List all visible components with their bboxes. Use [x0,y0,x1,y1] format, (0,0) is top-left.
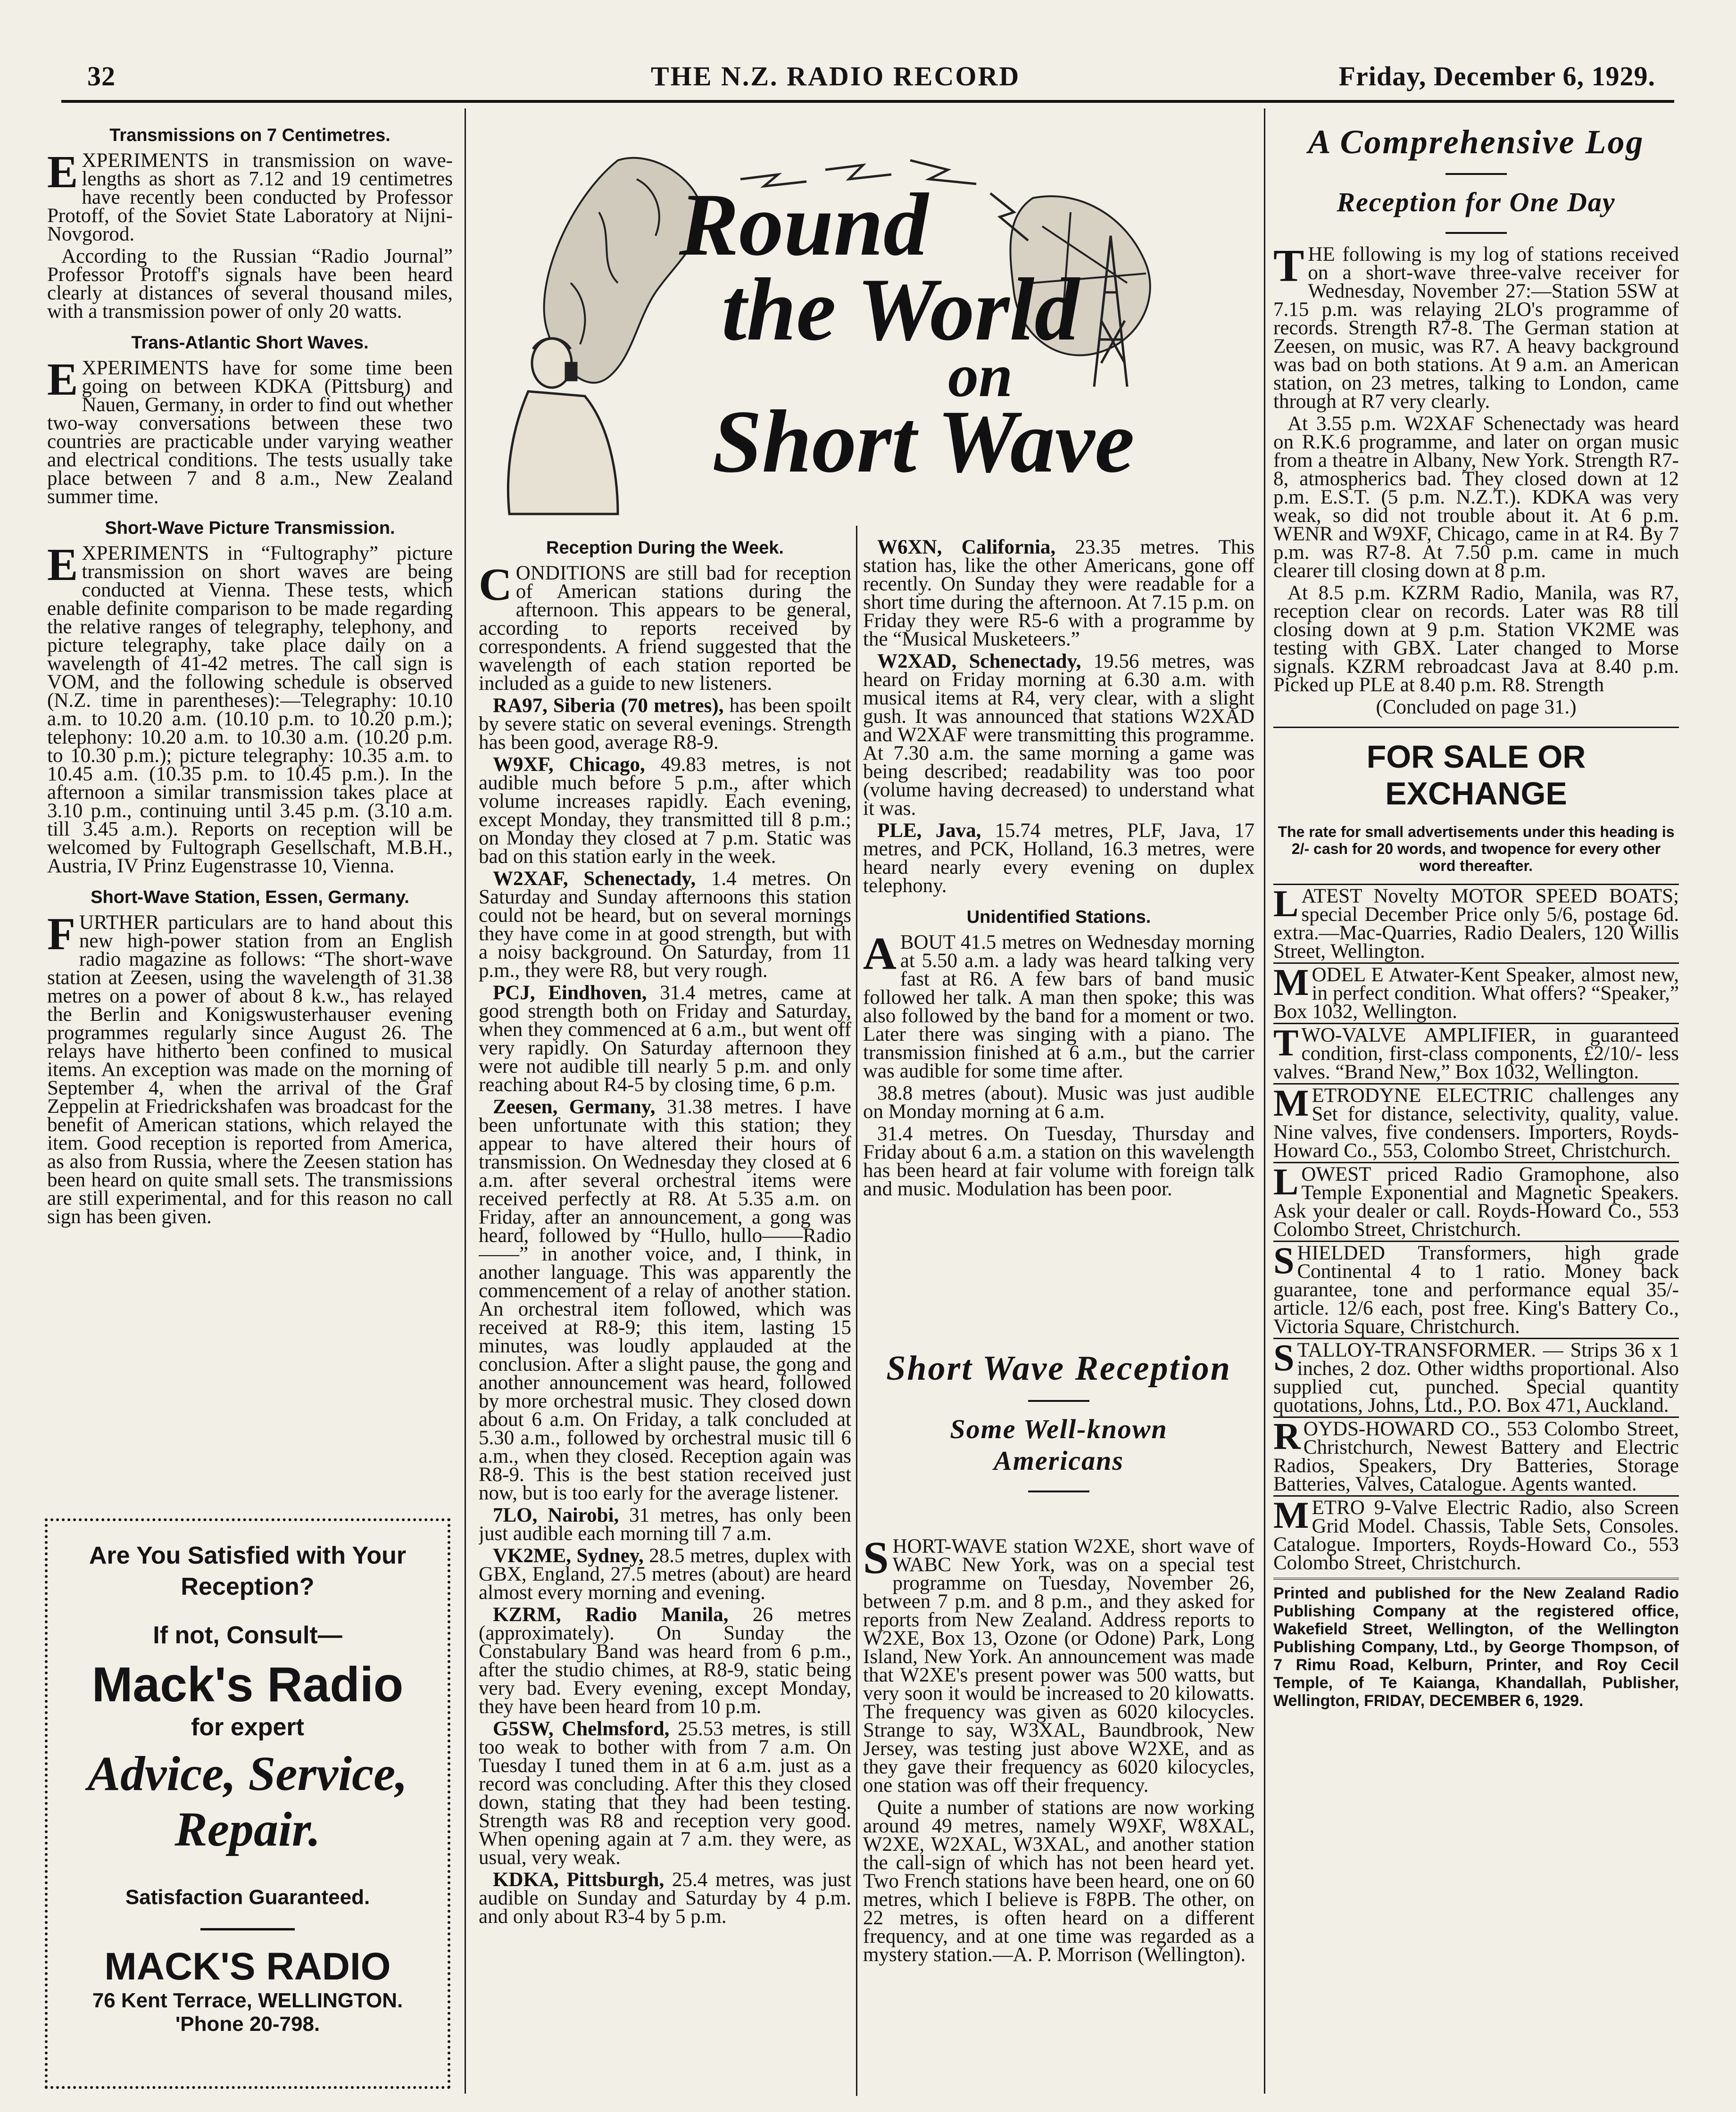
classified-ad [1273,1083,1679,1160]
station-name: Zeesen, Germany, [493,1096,656,1118]
classified-text [1273,1240,1679,1338]
ad-text: HIELDED Transformers, high grade Continental 4 to 1 ratio. Money back guarantee, tone and performance equal 35/- article. 12/6 each, post free. King's Battery Co., Victoria Square, Christchurch. [1273,1242,1679,1338]
ad-brand: Mack's Radio [91,1657,404,1712]
ad-text: ETRO 9-Valve Electric Radio, also Screen Grid Model. Chassis, Table Sets, Consoles. Catalogue. Importers, Royds-Howard Co., 553 Colombo Street, Christchurch. [1273,1497,1679,1574]
classified-ad [1273,1338,1679,1415]
report-text: 19.56 metres, was heard on Friday morning at 6.30 a.m. with musical items at R4, very clear, with a slight gush. It was announced that stations W2XAD and W2XAF were transmitting this programme. At 7.30 a.m. the same morning a game was being described; readability was too poor (volume having decreased) to understand what it was. [863,650,1254,820]
comprehensive-log-subtitle: Reception for One Day [1337,187,1616,217]
paragraph-text: BOUT 41.5 metres on Wednesday morning at 5.50 a.m. a lady was heard talking very fast at R6. A few bars of band music followed her talk. A man then spoke; this was also followed by the band for a moment or two. Later there was singing with a piano. The transmission finished at 6 a.m., but the carrier was audible for some time after. [863,931,1254,1082]
station-report [479,1871,851,1926]
short-wave-title: Short Wave Reception [886,1349,1231,1388]
station-report [479,1606,851,1716]
ad-guarantee: Satisfaction Guaranteed. [125,1886,370,1909]
ad-address: 76 Kent Terrace, WELLINGTON. [92,1989,403,2012]
article-paragraph [1273,240,1679,413]
for-sale-title: FOR SALE OR EXCHANGE [1366,739,1586,812]
station-name: 7LO, Nairobi, [493,1504,619,1526]
drop-cap: M [1273,1495,1309,1536]
paragraph-text: XPERIMENTS in transmission on wave-lengths as short as 7.12 and 19 centimetres have recently been conducted by Professor Protoff, of the Soviet State Laboratory at Nijni-Novgorod. [47,149,453,245]
heading-rule [1445,173,1507,175]
classified-text [1273,1337,1679,1416]
article-paragraph: At 3.55 p.m. W2XAF Schenectady was heard on R.K.6 programme, and later on organ music from a theatre in Albany, New York. Strength R7-8, atmospherics bad. They closed down at 12 p.m. E.S.T. (5 p.m. N.Z.T.). KDKA was very weak, so did not trouble about it. At 6 p.m. WENR and W9XF, Chicago, came in at R4. By 7 p.m. was R7-8. At 7.50 p.m. came in much clearer till closing down at 8 p.m. [1273,413,1679,582]
drop-cap: T [1273,240,1304,291]
drop-cap: L [1273,883,1299,925]
article-paragraph [47,909,453,1228]
drop-cap: R [1273,1416,1301,1458]
short-wave-subtitle-2: Americans [994,1445,1124,1476]
paragraph-text: ONDITIONS are still bad for reception of American stations during the afternoon. This appears to be general, according to reports received by correspondents. A friend suggested that the wavelength of each station reported be included as a guide to new listeners. [479,562,851,695]
article-paragraph [863,1537,1254,1795]
ad-services: Advice, Service, Repair. [87,1747,408,1856]
headline-essen-station: Short-Wave Station, Essen, Germany. [91,887,409,907]
for-sale-rate-note: The rate for small advertisements under this heading is 2/- cash for 20 words, and twopence for every other word thereafter. [1278,823,1675,874]
classified-text [1273,883,1679,962]
classified-text [1273,1022,1679,1083]
banner-title-on: on [948,342,1013,410]
headline-trans-atlantic: Trans-Atlantic Short Waves. [131,333,369,353]
article-paragraph: 31.4 metres. On Tuesday, Thursday and Friday about 6 a.m. a station on this wavelength has been heard at fair volume with foreign talk and music. Modulation has been poor. [863,1123,1254,1200]
ad-consult: If not, Consult— [153,1622,342,1649]
headline-picture-transmission: Short-Wave Picture Transmission. [105,518,395,538]
issue-date: Friday, December 6, 1929. [1338,61,1655,91]
station-report [479,696,851,752]
ad-text: OYDS-HOWARD CO., 553 Colombo Street, Christchurch, Newest Battery and Electric Radios, Speakers, Dry Batteries, Storage Batteries, Valves, Catalogue. Agents wanted. [1273,1418,1679,1495]
short-wave-subtitle-1: Some Well-known [950,1414,1168,1444]
drop-cap: S [1273,1240,1295,1282]
ad-for-expert: for expert [191,1714,304,1741]
column-3 [863,526,1254,1337]
station-name: W2XAD, Schenectady, [877,650,1081,672]
drop-cap: E [47,354,78,405]
article-paragraph: At 8.5 p.m. KZRM Radio, Manila, was R7, reception clear on records. Later was R8 till closing down at 9 p.m. Station VK2ME was testing with GBX. Later changed to Morse signals. KZRM rebroadcast Java at 8.40 p.m. Picked up PLE at 8.40 p.m. R8. Strength [1273,582,1679,696]
page-number: 32 [87,61,116,91]
report-text: 49.83 metres, is not audible much before 5 p.m., after which volume increases rapidly. Each evening, except Monday, they transmitted till 8 p.m.; on Monday they closed at 7 p.m. Static was bad on this station early in the week. [479,754,851,868]
masthead-rule [61,100,1674,103]
ad-phone: 'Phone 20-798. [175,2013,320,2036]
report-text: 25.53 metres, is still too weak to bother with from 7 a.m. On Tuesday I tuned them in at 6 a.m. just as a record was concluding. After this they closed down, stating that they had been testing. Strength was R8 and reception very good. When opening again at 7 a.m. they were, as usual, very weak. [479,1718,851,1869]
classified-ad [1273,1162,1679,1239]
article-paragraph: Quite a number of stations are now working around 49 metres, namely W9XF, W8XAL, W2XE, W2XAL, W3XAL, and another station the call-sign of which has not been heard yet. Two French stations have been heard, one on 60 metres, which I believe is F8PB. The other, on 22 metres, is often heard on a different frequency, and at one time was regarded as a mystery station.—A. P. Morrison (Wellington). [863,1797,1254,1966]
station-name: W2XAF, Schenectady, [493,868,696,890]
heading-rule [1445,232,1507,234]
report-text: 26 metres (approximately). On Sunday the Constabulary Band was heard from 6 p.m., after the studio chimes, at R8-9, static being very bad. Every evening, except Monday, they have been heard from 10 p.m. [479,1604,851,1718]
drop-cap: M [1273,1083,1309,1124]
report-text: 1.4 metres. On Saturday and Sunday afternoons this station could not be heard, but on several mornings they have come in at good strength, but with a noisy background. On Saturday, from 11 p.m., they were R8, but very rough. [479,868,851,982]
paragraph-text: HE following is my log of stations received on a short-wave three-valve receiver for Wednesday, November 27:—Station 5SW at 7.15 p.m. was relaying 2LO's programme of records. Strength R7-8. The German station at Zeesen, on music, was R7. A heavy background was bad on both stations. At 9 a.m. an American station, on 23 metres, talking to London, came through at R7 very clearly. [1273,243,1679,413]
drop-cap: T [1273,1022,1299,1064]
ad-text: WO-VALVE AMPLIFIER, in guaranteed condition, first-class components, £2/10/- less valves. “Brand New,” Box 1032, Wellington. [1273,1024,1679,1083]
ad-brand-footer: MACK'S RADIO [104,1945,391,1988]
article-paragraph [47,539,453,877]
column-rule [465,108,466,2094]
article-paragraph [47,147,453,245]
classified-ad [1273,1416,1679,1493]
ad-text: ATEST Novelty MOTOR SPEED BOATS; special December Price only 5/6, postage 6d. extra.—Mac-Quarries, Radio Dealers, 120 Willis Street, Wellington. [1273,885,1679,962]
station-name: PCJ, Eindhoven, [493,982,647,1004]
article-paragraph [47,354,453,508]
ad-text: OWEST priced Radio Gramophone, also Temple Exponential and Magnetic Speakers. Ask your dealer or call. Royds-Howard Co., 553 Colombo Street, Christchurch. [1273,1163,1679,1241]
station-report [479,755,851,866]
classified-ad [1273,962,1679,1021]
station-report [479,1506,851,1543]
classified-text [1273,962,1679,1023]
article-paragraph [863,928,1254,1082]
short-wave-reception-heading [863,1344,1254,1532]
column-1 [47,113,453,1509]
report-text: 25.4 metres, was just audible on Sunday and Saturday by 4 p.m. and only about R3-4 by 5 p.m. [479,1869,851,1928]
column-rule [856,526,857,2096]
report-text: 23.35 metres. This station has, like the other Americans, gone off recently. On Sunday they were readable for a short time during the afternoon. At 7.15 p.m. on Friday they were R5-6 with a programme by the “Musical Musketeers.” [863,536,1254,650]
station-name: W9XF, Chicago, [493,754,645,776]
banner-title-the-world: the World [722,260,1080,359]
paragraph-text: XPERIMENTS in “Fultography” picture transmission on short waves are being conducted at Vienna. These tests, which enable definite comparison to be made regarding the relative ranges of telegraphy, telephony, and picture telegraphy, take place daily on a wavelength of 41-42 metres. The call sign is VOM, and the following schedule is observed (N.Z. time in parentheses):—Telegraphy: 10.10 a.m. to 10.20 a.m. (10.10 p.m. to 10.20 p.m.); telephony: 10.20 a.m. to 10.30 a.m. (10.20 p.m. to 10.30 p.m.); picture telegraphy: 10.35 a.m. to 10.45 a.m. (10.35 p.m. to 10.45 p.m.). In the afternoon a similar transmission takes place at 3.10 p.m., continuing until 3.45 p.m. (3.10 a.m. till 3.45 a.m.). Reports on reception will be welcomed by Fultograph Gesellschaft, M.B.H., Austria, IV Prinz Eugenstrasse 10, Vienna. [47,542,453,877]
report-text: 31 metres, has only been just audible each morning till 7 a.m. [479,1504,851,1545]
article-paragraph [479,559,851,695]
column-4 [1273,113,1679,2094]
headline-reception-week: Reception During the Week. [546,538,784,558]
printer-imprint: Printed and published for the New Zealand Radio Publishing Company at the registered office, Wakefield Street, Wellington, of the Wellington Publishing Company, Ltd., by George Thompson, of 7 Rimu Road, Kelburn, Printer, and Roy Cecil Temple, of Te Kaianga, Khandallah, Publisher, Wellington, FRIDAY, DECEMBER 6, 1929. [1273,1578,1679,1710]
drop-cap: S [1273,1337,1295,1379]
paragraph-text: XPERIMENTS have for some time been going on between KDKA (Pittsburg) and Nauen, Germany, in order to find out whether two-way conversations between these two countries are practicable under varying weather and electrical conditions. The tests usually take place between 7 and 8 a.m., New Zealand summer time. [47,357,453,508]
drop-cap: F [47,909,75,960]
ad-text: TALLOY-TRANSFORMER. — Strips 36 x 1 inches, 2 doz. Other widths proportional. Also supplied cut, punched. Special quantity quotations, Johns, Ltd., P.O. Box 471, Auckland. [1273,1339,1679,1416]
station-report [479,870,851,980]
publication-title: THE N.Z. RADIO RECORD [651,61,1021,91]
continued-note: (Concluded on page 31.) [1376,696,1577,718]
heading-rule [1028,1491,1089,1492]
article-paragraph: According to the Russian “Radio Journal” Professor Protoff's signals have been heard clearly at distances of several thousand miles, with a transmission power of only 20 watts. [47,245,453,323]
ad-text: ODEL E Atwater-Kent Speaker, almost new, in perfect condition. What offers? “Speaker,” Box 1032, Wellington. [1273,964,1679,1023]
drop-cap: A [863,928,897,979]
heading-rule [1028,1400,1089,1402]
station-report [479,1547,851,1602]
paragraph-text: HORT-WAVE station W2XE, short wave of WABC New York, was on a special test programme on Tuesday, November 26, between 7 p.m. and 8 p.m., and they asked for reports from New Zealand. Address reports to W2XE, Box 13, Ozone (or Odone) Park, Long Island, New York. An announcement was made that W2XE's present power was 500 watts, but very soon it would be increased to 20 kilowatts. The frequency was given as 6020 kilocycles. Strange to say, W3XAL, Baundbrook, New Jersey, was testing just above W2XE, and as they gave their frequency as 6020 kilocycles, one station was off their frequency. [863,1537,1254,1797]
drop-cap: M [1273,962,1309,1003]
report-text: 15.74 metres, PLF, Java, 17 metres, and PCK, Holland, 16.3 metres, were heard nearly every evening on duplex telephony. [863,820,1254,897]
masthead [61,57,1665,104]
report-text: has been spoilt by severe static on several evenings. Strength has been good, average R8-9. [479,695,851,754]
station-report [863,821,1254,895]
report-text: 31.4 metres, came at good strength both on Friday and Saturday, when they commenced at 6 a.m., but went off very rapidly. On Saturday afternoon they were not audible till nearly 5 p.m. and only reaching about R4-5 by closing time, 6 p.m. [479,982,851,1096]
station-name: KDKA, Pittsburgh, [493,1869,664,1891]
report-text: 28.5 metres, duplex with GBX, England, 27.5 metres (about) are heard almost every morning and evening. [479,1545,851,1604]
station-report [479,1098,851,1502]
drop-cap: E [47,147,78,198]
section-rule [1273,727,1679,728]
round-the-world-banner [476,141,1269,519]
banner-title-short-wave: Short Wave [712,392,1135,491]
station-name: W6XN, California, [877,536,1056,558]
headline-7-centimetres: Transmissions on 7 Centimetres. [109,125,390,145]
comprehensive-log-title: A Comprehensive Log [1308,123,1645,161]
drop-cap: L [1273,1161,1299,1203]
classified-ad [1273,1241,1679,1336]
banner-title-round: Round [679,175,929,274]
station-report [479,1720,851,1867]
headline-unidentified: Unidentified Stations. [966,907,1151,927]
macks-radio-advertisement [45,1518,450,2089]
column-2 [479,526,851,2101]
station-report [863,652,1254,818]
drop-cap: C [479,559,512,610]
classified-ad [1273,1023,1679,1081]
station-report [863,538,1254,648]
station-name: PLE, Java, [877,820,981,842]
ad-rule [200,1928,295,1930]
classified-text [1273,1495,1679,1574]
column-3-lower [863,1537,1254,2094]
station-name: RA97, Siberia (70 metres), [493,695,724,717]
station-report [479,984,851,1094]
classified-ad [1273,1495,1679,1572]
classified-text [1273,1083,1679,1162]
report-text: 31.38 metres. I have been unfortunate with this station; they appear to have altered their hours of transmission. On Wednesday they closed at 6 a.m. after several orchestral items were received perfectly at R8. At 5.35 a.m. on Friday, after an announcement, a gong was heard, followed by “Hullo, hullo——Radio——” in another voice, and, I think, in another language. This was apparently the commencement of a relay of another station. An orchestral item followed, which was received at R8-9; this item, lasting 15 minutes, was loudly applauded at the conclusion. After a slight pause, the gong and another announcement was heard, followed by more orchestral music. They closed down about 6 a.m. On Friday, a talk concluded at 5.30 a.m., followed by orchestral music till 6 a.m., when they closed. Reception again was R8-9. This is the best station received just now, but is too early for the average listener. [479,1096,851,1504]
drop-cap: S [863,1537,889,1583]
ad-text: ETRODYNE ELECTRIC challenges any Set for distance, selectivity, quality, value. Nine valves, five condensers. Importers, Royds-Howard Co., 553, Colombo Street, Christchurch. [1273,1085,1679,1162]
station-name: G5SW, Chelmsford, [493,1718,670,1740]
classified-text [1273,1161,1679,1241]
ad-question: Are You Satisfied with Your Reception? [89,1542,407,1600]
station-name: KZRM, Radio Manila, [493,1604,729,1626]
classified-text [1273,1416,1679,1495]
paragraph-text: URTHER particulars are to hand about this new high-power station from an English radio magazine as follows: “The short-wave station at Zeesen, using the wavelength of 31.38 metres on a power of about 8 k.w., has relayed the Berlin and Konigswusterhauser evening programmes regularly since August 26. The relays have hitherto been confined to musical items. An exception was made on the morning of September 4, when the arrival of the Graf Zeppelin at Friedrickshafen was broadcast for the benefit of American stations, which relayed the item. Good reception is reported from America, as also from Russia, where the Zeesen station has been heard on quite small sets. The transmissions are still experimental, and for this reason no call sign has been given. [47,911,453,1228]
station-name: VK2ME, Sydney, [493,1545,644,1567]
classified-ad [1273,884,1679,961]
article-paragraph: 38.8 metres (about). Music was just audible on Monday morning at 6 a.m. [863,1082,1254,1123]
drop-cap: E [47,539,78,590]
